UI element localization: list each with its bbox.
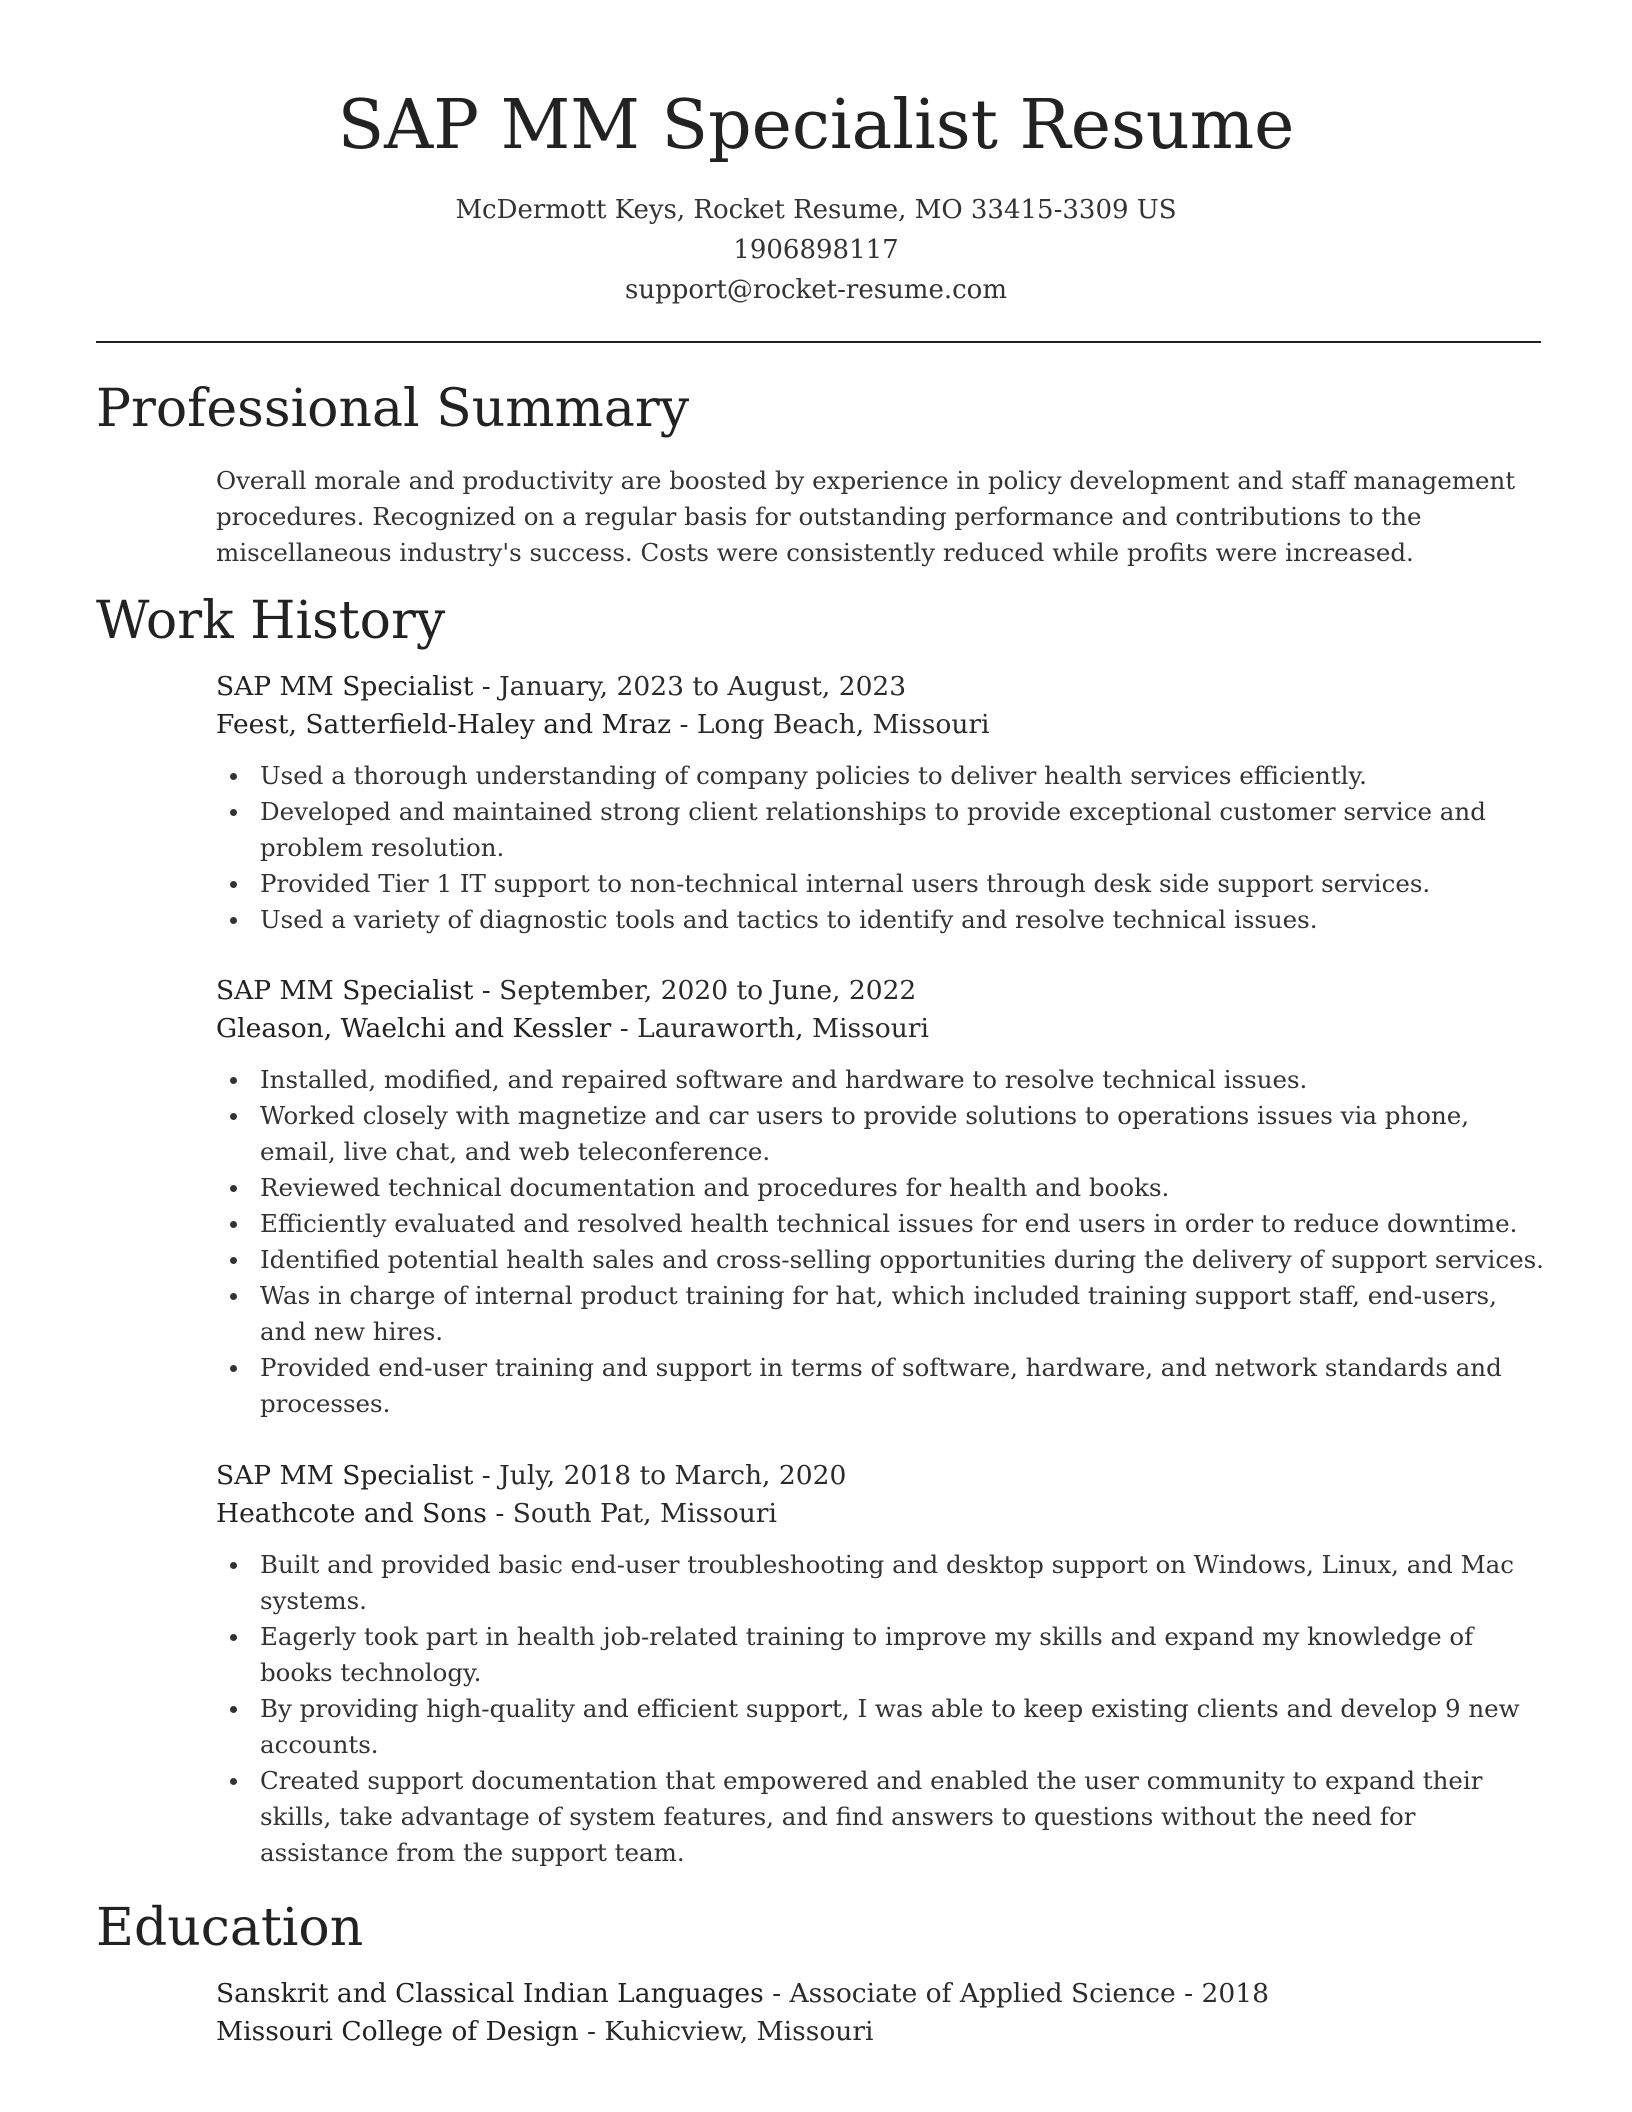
job-location: - South Pat, Missouri xyxy=(486,1498,777,1529)
education-school-line xyxy=(216,2013,1546,2051)
education-entry xyxy=(216,1975,1546,2051)
summary-heading: Professional Summary xyxy=(96,379,690,439)
resume-title: SAP MM Specialist Resume xyxy=(337,86,1295,165)
contact-address: McDermott Keys, Rocket Resume, MO 33415-3309 US xyxy=(455,195,1177,225)
education-school: Missouri College of Design xyxy=(216,2016,579,2047)
job-bullet: Eagerly took part in health job-related training to improve my skills and expand my knowledge of books technology. xyxy=(260,1619,1546,1691)
job-title-line xyxy=(216,1457,1546,1495)
education-field: Sanskrit and Classical Indian Languages xyxy=(216,1978,764,2009)
header-divider xyxy=(96,341,1541,343)
education-degree-line xyxy=(216,1975,1546,2013)
job-dates: - January, 2023 to August, 2023 xyxy=(473,671,907,702)
education-heading: Education xyxy=(96,1898,364,1958)
job-dates: - September, 2020 to June, 2022 xyxy=(473,975,917,1006)
job-bullet: Used a thorough understanding of company policies to deliver health services efficiently. xyxy=(260,758,1546,794)
job-company: Gleason, Waelchi and Kessler xyxy=(216,1013,612,1044)
summary-text: Overall morale and productivity are boosted by experience in policy development and staff management procedures. Recognized on a regular basis for outstanding performance and contributions to the miscellaneous industry's success. Costs were consistently reduced while profits were increased. xyxy=(216,466,1516,567)
job-role: SAP MM Specialist xyxy=(216,975,474,1006)
job-role: SAP MM Specialist xyxy=(216,1460,474,1491)
contact-email: support@rocket-resume.com xyxy=(624,275,1007,305)
job-bullet: Developed and maintained strong client relationships to provide exceptional customer service and problem resolution. xyxy=(260,794,1546,866)
job-company-line xyxy=(216,1495,1546,1533)
job-bullet-list xyxy=(216,1062,1546,1422)
job-company: Heathcote and Sons xyxy=(216,1498,487,1529)
education-location: - Kuhicview, Missouri xyxy=(578,2016,874,2047)
job-bullet: Identified potential health sales and cross-selling opportunities during the delivery of support services. xyxy=(260,1242,1546,1278)
job-bullet: Built and provided basic end-user troubleshooting and desktop support on Windows, Linux, and Mac systems. xyxy=(260,1547,1546,1619)
contact-block xyxy=(0,190,1632,310)
job-bullet: Was in charge of internal product training for hat, which included training support staff, end-users, and new hires. xyxy=(260,1278,1546,1350)
resume-header xyxy=(0,82,1632,310)
job-title-line xyxy=(216,972,1546,1010)
job-entry xyxy=(216,1457,1546,1871)
job-bullet: Provided Tier 1 IT support to non-technical internal users through desk side support services. xyxy=(260,866,1546,902)
job-bullet: Used a variety of diagnostic tools and tactics to identify and resolve technical issues. xyxy=(260,902,1546,938)
job-company-line xyxy=(216,1010,1546,1048)
job-company: Feest, Satterfield-Haley and Mraz xyxy=(216,709,672,740)
job-entry xyxy=(216,972,1546,1422)
job-bullet: Efficiently evaluated and resolved health technical issues for end users in order to reduce downtime. xyxy=(260,1206,1546,1242)
job-location: - Long Beach, Missouri xyxy=(671,709,990,740)
education-degree-year: - Associate of Applied Science - 2018 xyxy=(763,1978,1269,2009)
job-bullet: Worked closely with magnetize and car users to provide solutions to operations issues via phone, email, live chat, and web teleconference. xyxy=(260,1098,1546,1170)
job-bullet-list xyxy=(216,758,1546,938)
job-role: SAP MM Specialist xyxy=(216,671,474,702)
job-title-line xyxy=(216,668,1546,706)
job-bullet: Provided end-user training and support in terms of software, hardware, and network standards and processes. xyxy=(260,1350,1546,1422)
work-history-heading: Work History xyxy=(96,591,446,651)
job-location: - Lauraworth, Missouri xyxy=(611,1013,929,1044)
job-dates: - July, 2018 to March, 2020 xyxy=(473,1460,847,1491)
job-bullet-list xyxy=(216,1547,1546,1871)
job-entry xyxy=(216,668,1546,938)
job-bullet: By providing high-quality and efficient support, I was able to keep existing clients and develop 9 new accounts. xyxy=(260,1691,1546,1763)
job-bullet: Created support documentation that empowered and enabled the user community to expand their skills, take advantage of system features, and find answers to questions without the need for assistance from the support team. xyxy=(260,1763,1546,1871)
contact-phone: 1906898117 xyxy=(733,235,899,265)
job-company-line xyxy=(216,706,1546,744)
job-bullet: Installed, modified, and repaired software and hardware to resolve technical issues. xyxy=(260,1062,1546,1098)
job-bullet: Reviewed technical documentation and procedures for health and books. xyxy=(260,1170,1546,1206)
